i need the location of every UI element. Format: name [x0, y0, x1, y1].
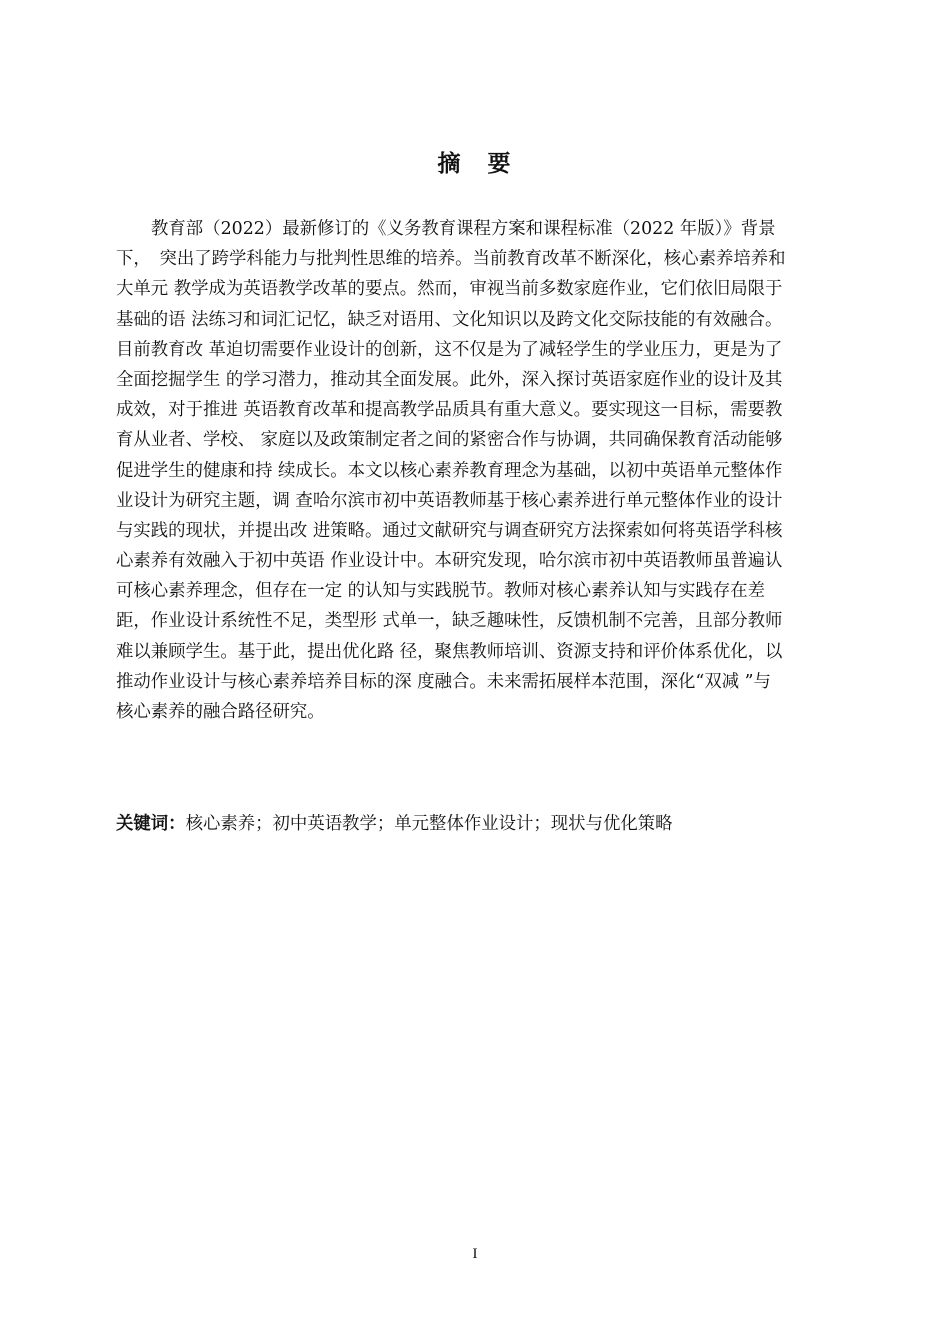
abstract-line: 与实践的现状，并提出改 进策略。通过文献研究与调查研究方法探索如何将英语学科核 — [116, 520, 783, 541]
abstract-line: 促进学生的健康和持 续成长。本文以核心素养教育理念为基础，以初中英语单元整体作 — [116, 460, 783, 481]
keywords-label: 关键词： — [116, 814, 186, 834]
abstract-line: 大单元 教学成为英语教学改革的要点。然而，审视当前多数家庭作业，它们依旧局限于 — [116, 279, 783, 300]
abstract-line: 心素养有效融入于初中英语 作业设计中。本研究发现，哈尔滨市初中英语教师虽普遍认 — [116, 551, 783, 572]
abstract-line: 可核心素养理念，但存在一定 的认知与实践脱节。教师对核心素养认知与实践存在差 — [116, 581, 765, 602]
page-number: I — [472, 1246, 478, 1262]
abstract-line: 业设计为研究主题，调 查哈尔滨市初中英语教师基于核心素养进行单元整体作业的设计 — [116, 490, 783, 511]
abstract-line: 距，作业设计系统性不足，类型形 式单一，缺乏趣味性，反馈机制不完善，且部分教师 — [116, 611, 783, 632]
abstract-line: 核心素养的融合路径研究。 — [116, 702, 325, 722]
abstract-line: 全面挖掘学生 的学习潜力，推动其全面发展。此外，深入探讨英语家庭作业的设计及其 — [116, 369, 783, 390]
abstract-line: 难以兼顾学生。基于此，提出优化路 径，聚焦教师培训、资源支持和评价体系优化，以 — [116, 641, 783, 662]
abstract-line: 育从业者、学校、 家庭以及政策制定者之间的紧密合作与协调，共同确保教育活动能够 — [116, 430, 783, 451]
abstract-line: 基础的语 法练习和词汇记忆，缺乏对语用、文化知识以及跨文化交际技能的有效融合。 — [116, 309, 783, 330]
keywords — [116, 810, 836, 838]
abstract-line: 下， 突出了跨学科能力与批判性思维的培养。当前教育改革不断深化，核心素养培养和 — [116, 249, 786, 270]
abstract-line: 推动作业设计与核心素养培养目标的深 度融合。未来需拓展样本范围，深化“双减 ”与 — [116, 671, 771, 692]
abstract-line: 成效，对于推进 英语教育改革和提高教学品质具有重大意义。要实现这一目标，需要教 — [116, 400, 783, 421]
keywords-text: 核心素养；初中英语教学；单元整体作业设计；现状与优化策略 — [185, 814, 673, 834]
abstract-line: 目前教育改 革迫切需要作业设计的创新，这不仅是为了减轻学生的学业压力，更是为了 — [116, 339, 783, 360]
abstract-line: 教育部（2022）最新修订的《义务教育课程方案和课程标准（2022 年版）》背景 — [151, 219, 776, 239]
abstract-body — [116, 214, 836, 727]
abstract-title: 摘 要 — [437, 151, 513, 177]
